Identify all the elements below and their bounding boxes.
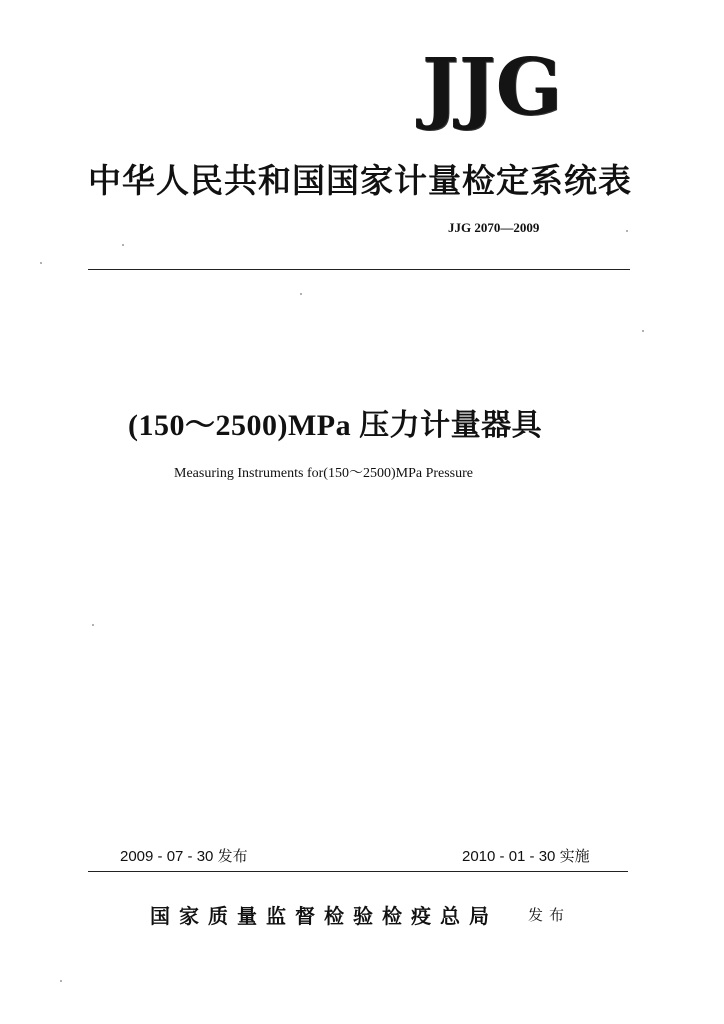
scan-speck	[300, 293, 302, 295]
jjg-logo	[402, 42, 580, 133]
issuer-suffix: 发布	[528, 906, 571, 924]
document-subtitle-en: Measuring Instruments for(150～2500)MPa Pressure	[174, 466, 474, 481]
logo-letter-j2: J	[458, 42, 494, 133]
scan-speck	[626, 230, 628, 232]
scan-speck	[122, 244, 124, 246]
document-title: (150～2500)MPa 压力计量器具	[128, 409, 543, 442]
scan-speck	[60, 980, 62, 982]
scan-speck	[40, 262, 42, 264]
standard-code: JJG 2070—2009	[448, 220, 540, 235]
header-divider	[88, 269, 630, 270]
scan-speck	[92, 624, 94, 626]
series-title: 中华人民共和国国家计量检定系统表	[88, 161, 632, 200]
logo-letter-g: G	[495, 42, 561, 133]
publish-date: 2009 - 07 - 30 发布	[120, 848, 248, 865]
effective-date: 2010 - 01 - 30 实施	[462, 848, 590, 865]
logo-letter-j1: J	[421, 42, 457, 133]
footer-divider	[88, 871, 628, 872]
issuing-authority: 国家质量监督检验检疫总局	[150, 904, 498, 928]
scan-speck	[642, 330, 644, 332]
